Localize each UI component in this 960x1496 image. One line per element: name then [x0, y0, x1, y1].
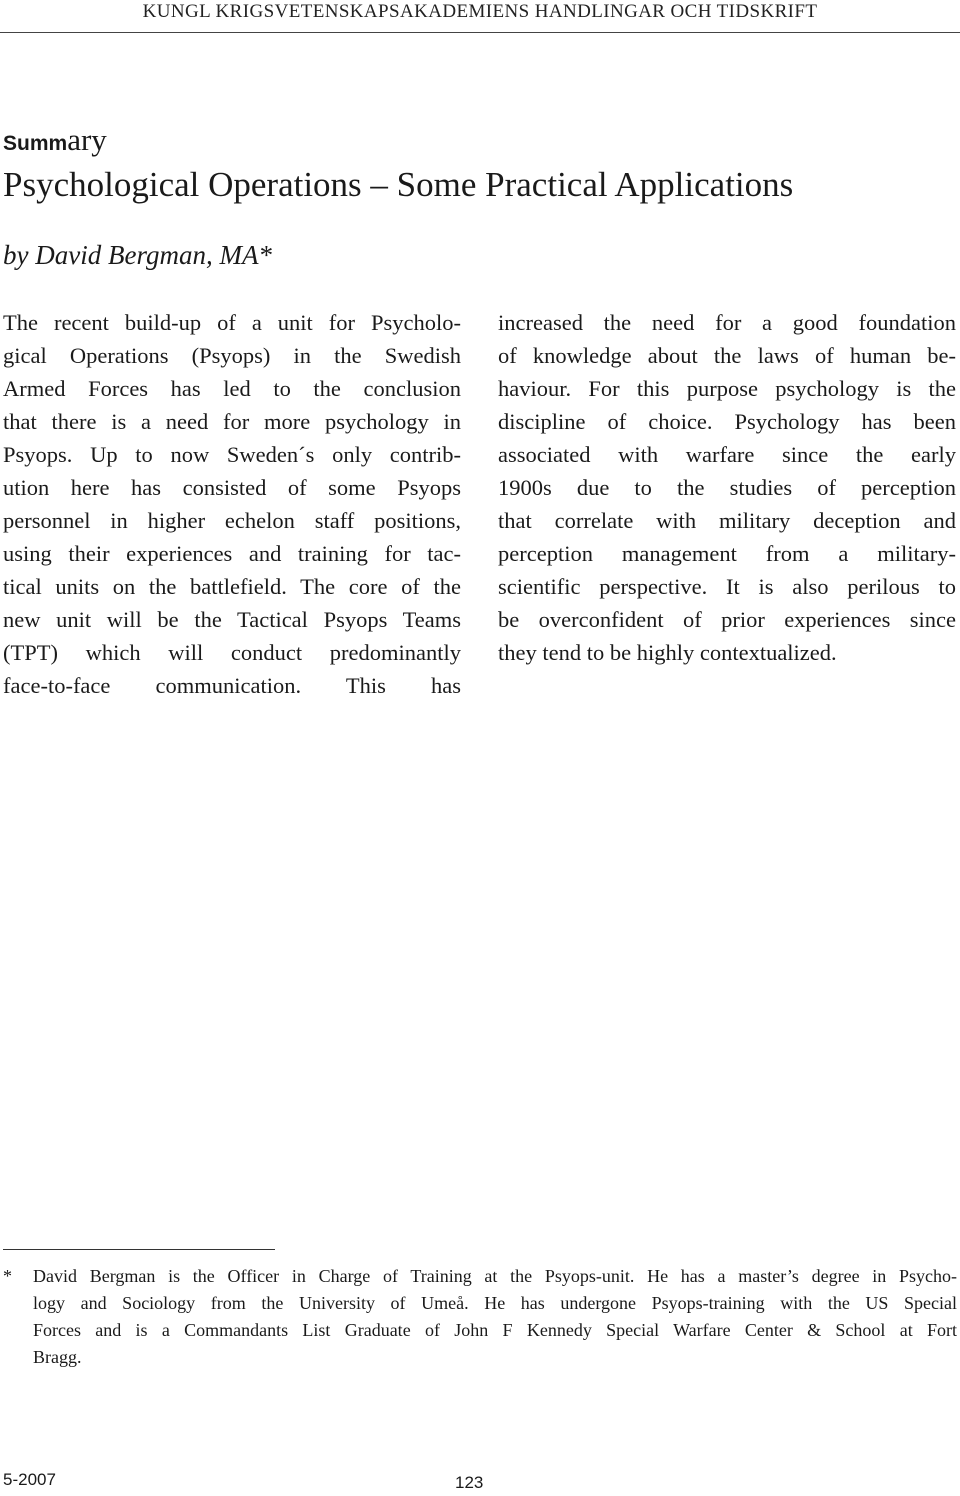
- body-line: personnel in higher echelon staff positions,: [3, 508, 461, 533]
- body-line: perception management from a military-: [498, 541, 956, 566]
- footnote-line: David Bergman is the Officer in Charge of Training at the Psyops-unit. He has a master’s degree in Psycho-: [33, 1266, 957, 1286]
- body-line: The recent build-up of a unit for Psycholo-: [3, 310, 461, 335]
- section-label-sans: Summ: [3, 132, 68, 155]
- body-line: that correlate with military deception and: [498, 508, 956, 533]
- body-column-right: [498, 306, 956, 669]
- footnote-line: logy and Sociology from the University of Umeå. He has undergone Psyops-training with the US Special: [33, 1293, 957, 1313]
- footnote-line: Bragg.: [33, 1347, 82, 1367]
- body-line: of knowledge about the laws of human be-: [498, 343, 956, 368]
- footnote: [3, 1263, 957, 1371]
- body-line: gical Operations (Psyops) in the Swedish: [3, 343, 461, 368]
- footnote-marker: *: [3, 1266, 12, 1286]
- body-line: using their experiences and training for tac-: [3, 541, 461, 566]
- body-line: 1900s due to the studies of perception: [498, 475, 956, 500]
- article-title: Psychological Operations – Some Practical Applications: [3, 165, 794, 204]
- body-line: face-to-face communication. This has: [3, 673, 461, 698]
- body-line: increased the need for a good foundation: [498, 310, 956, 335]
- body-line: be overconfident of prior experiences since: [498, 607, 956, 632]
- body-line: tical units on the battlefield. The core of the: [3, 574, 461, 599]
- byline: by David Bergman, MA*: [3, 240, 272, 270]
- footnote-rule: [3, 1249, 275, 1250]
- body-line: haviour. For this purpose psychology is the: [498, 376, 956, 401]
- section-label-serif: ary: [67, 122, 107, 157]
- body-line: associated with warfare since the early: [498, 442, 956, 467]
- body-line: scientific perspective. It is also perilous to: [498, 574, 956, 599]
- body-line: Armed Forces has led to the conclusion: [3, 376, 461, 401]
- body-column-left: [3, 306, 461, 702]
- section-label: [3, 120, 107, 166]
- body-line: new unit will be the Tactical Psyops Teams: [3, 607, 461, 632]
- page-number: 123: [455, 1473, 484, 1492]
- footnote-line: Forces and is a Commandants List Graduate of John F Kennedy Special Warfare Center & School at Fort: [33, 1320, 957, 1340]
- body-line: that there is a need for more psychology in: [3, 409, 461, 434]
- body-line: (TPT) which will conduct predominantly: [3, 640, 461, 665]
- running-header: KUNGL KRIGSVETENSKAPSAKADEMIENS HANDLINGAR OCH TIDSKRIFT: [142, 1, 818, 22]
- body-line: ution here has consisted of some Psyops: [3, 475, 461, 500]
- footnote-text: [33, 1263, 957, 1371]
- body-line: discipline of choice. Psychology has been: [498, 409, 956, 434]
- body-line: Psyops. Up to now Sweden´s only contrib-: [3, 442, 461, 467]
- issue-number: 5-2007: [3, 1470, 56, 1489]
- body-line: they tend to be highly contextualized.: [498, 640, 837, 665]
- header-rule: [0, 32, 960, 33]
